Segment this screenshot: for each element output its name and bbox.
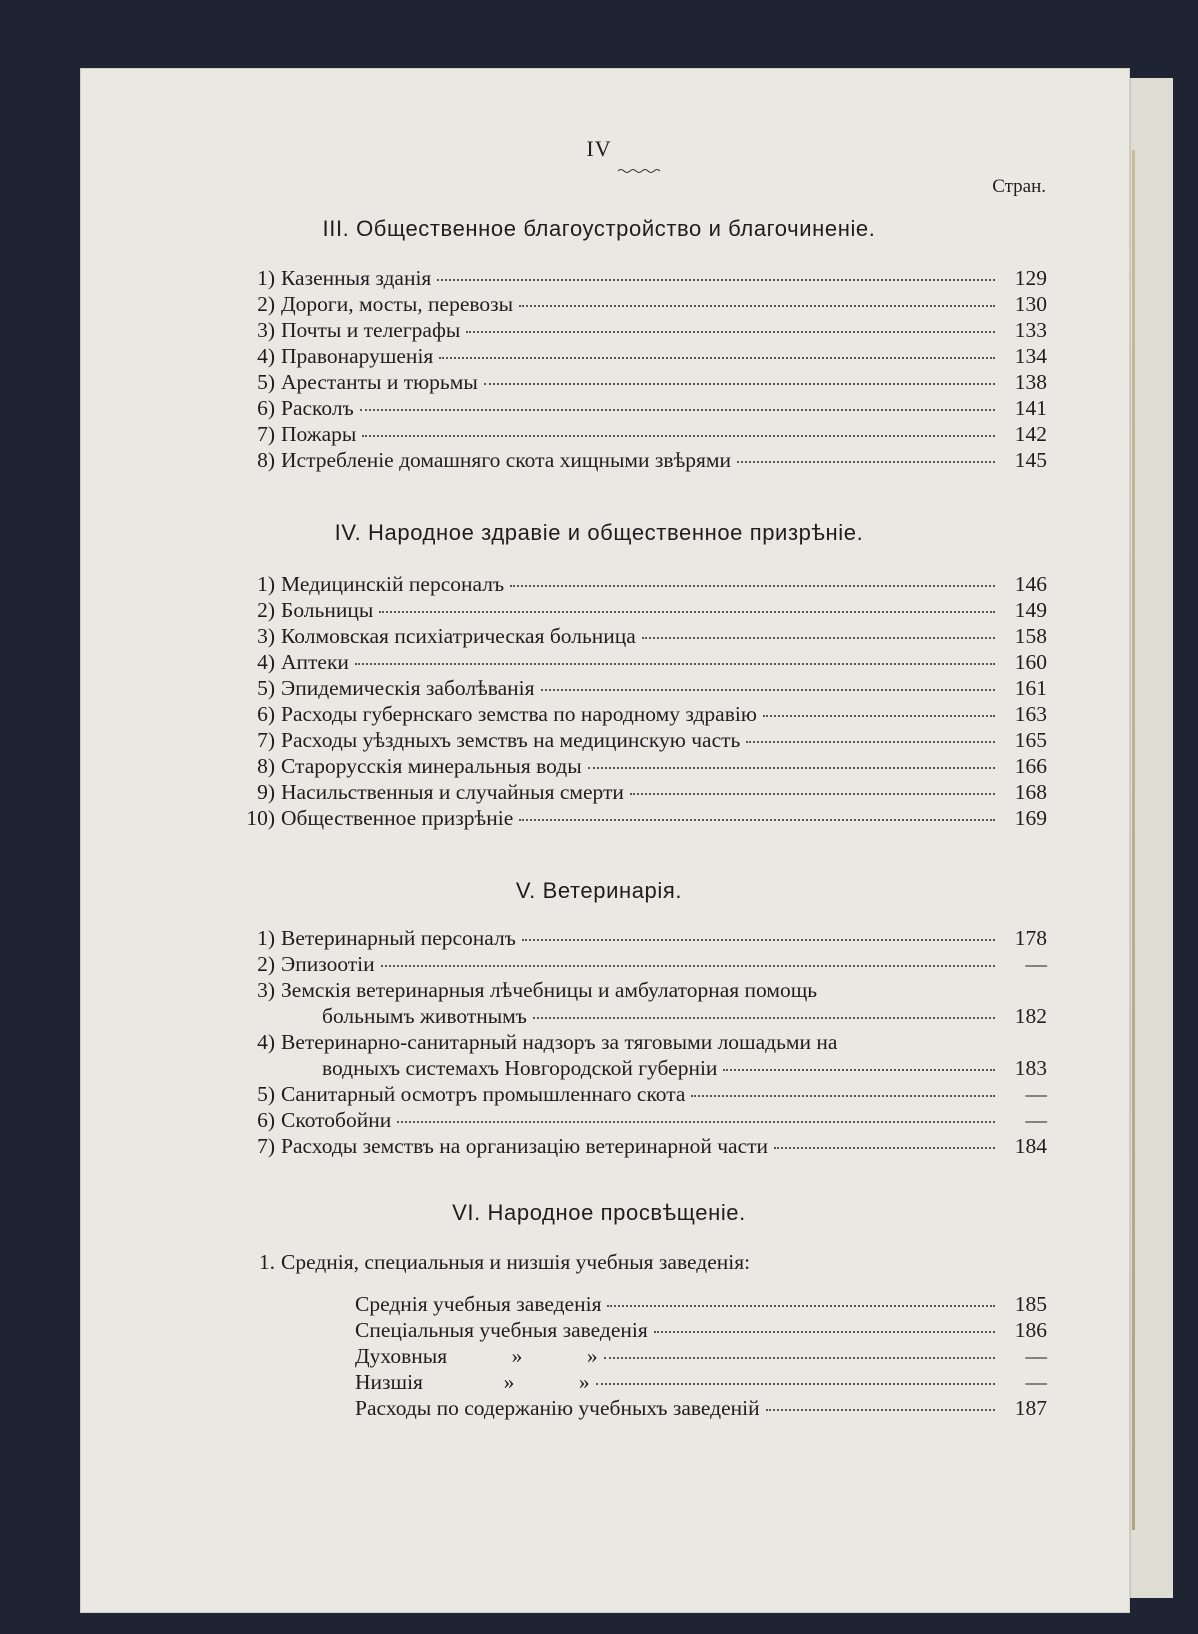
- toc-row[interactable]: [225, 448, 1047, 474]
- item-label: Расходы земствъ на организацію ветеринарной части: [281, 1134, 769, 1158]
- toc-row[interactable]: [225, 676, 1047, 702]
- item-page: —: [1025, 1344, 1047, 1368]
- leader-dots: [355, 663, 995, 665]
- item-number: 7): [257, 1134, 275, 1158]
- item-page: 186: [1014, 1318, 1047, 1342]
- toc-row[interactable]: [225, 1108, 1047, 1134]
- toc-row-continuation[interactable]: [322, 1004, 1047, 1030]
- item-label: Арестанты и тюрьмы: [281, 370, 478, 394]
- item-number: 3): [257, 318, 275, 342]
- item-page: 185: [1014, 1292, 1047, 1316]
- item-label: Почты и телеграфы: [281, 318, 461, 342]
- item-label: Среднія, специальныя и низшія учебныя заведенія:: [281, 1250, 751, 1274]
- item-number: 4): [257, 344, 275, 368]
- item-page: 184: [1014, 1134, 1047, 1158]
- section-title: VI. Народное просвѣщеніе.: [452, 1200, 746, 1225]
- leader-dots: [379, 611, 995, 613]
- item-label-continuation: водныхъ системахъ Новгородской губерніи: [322, 1056, 718, 1080]
- toc-row[interactable]: [355, 1292, 1047, 1318]
- section-title: V. Ветеринарія.: [515, 878, 683, 903]
- item-label: Эпизоотіи: [281, 952, 375, 976]
- toc-row[interactable]: [225, 598, 1047, 624]
- leader-dots: [691, 1095, 995, 1097]
- leader-dots: [604, 1357, 995, 1359]
- item-label: Казенныя зданія: [281, 266, 432, 290]
- toc-row[interactable]: [225, 754, 1047, 780]
- leader-dots: [541, 689, 995, 691]
- item-label: Среднія учебныя заведенія: [355, 1292, 602, 1316]
- leader-dots: [484, 383, 995, 385]
- item-number: 1): [257, 266, 275, 290]
- item-label-continuation: больнымъ животнымъ: [322, 1004, 527, 1028]
- leader-dots: [522, 939, 995, 941]
- item-number: 5): [257, 1082, 275, 1106]
- leader-dots: [766, 1409, 995, 1411]
- toc-row[interactable]: [355, 1370, 1047, 1396]
- toc-row[interactable]: [225, 624, 1047, 650]
- toc-row[interactable]: [225, 650, 1047, 676]
- leader-dots: [519, 305, 995, 307]
- toc-row[interactable]: [225, 702, 1047, 728]
- leader-dots: [397, 1121, 995, 1123]
- section-title: IV. Народное здравіе и общественное призрѣніе.: [334, 520, 864, 545]
- item-page: 182: [1014, 1004, 1047, 1028]
- item-number: 8): [257, 448, 275, 472]
- item-page: 166: [1014, 754, 1047, 778]
- leader-dots: [746, 741, 995, 743]
- item-number: 2): [257, 598, 275, 622]
- leader-dots: [510, 585, 995, 587]
- item-number: 4): [257, 1030, 275, 1054]
- item-number: 7): [257, 728, 275, 752]
- section-title: III. Общественное благоустройство и благочиненіе.: [322, 216, 876, 241]
- item-label: Правонарушенія: [281, 344, 434, 368]
- leader-dots: [588, 767, 995, 769]
- leader-dots: [774, 1147, 995, 1149]
- toc-row[interactable]: [225, 926, 1047, 952]
- page-number: IV: [586, 136, 612, 161]
- leader-dots: [533, 1017, 995, 1019]
- toc-row-continuation[interactable]: [322, 1056, 1047, 1082]
- leader-dots: [466, 331, 995, 333]
- item-page: 145: [1014, 448, 1047, 472]
- item-label: Земскія ветеринарныя лѣчебницы и амбулаторная помощь: [281, 978, 818, 1002]
- item-number: 4): [257, 650, 275, 674]
- item-page: —: [1025, 1082, 1047, 1106]
- toc-row[interactable]: [225, 1082, 1047, 1108]
- leader-dots: [737, 461, 995, 463]
- item-page: 129: [1014, 266, 1047, 290]
- leader-dots: [362, 435, 995, 437]
- header-ornament: [617, 168, 663, 174]
- item-label: Духовныя » »: [355, 1344, 598, 1368]
- toc-row[interactable]: [225, 266, 1047, 292]
- item-number: 5): [257, 676, 275, 700]
- item-label: Дороги, мосты, перевозы: [281, 292, 514, 316]
- item-label: Расходы губернскаго земства по народному здравію: [281, 702, 757, 726]
- binding-edge: [1132, 150, 1135, 1530]
- leader-dots: [519, 819, 995, 821]
- item-page: 160: [1014, 650, 1047, 674]
- leader-dots: [763, 715, 995, 717]
- item-label: Пожары: [281, 422, 357, 446]
- item-number: 1.: [258, 1250, 275, 1274]
- item-label: Истребленіе домашняго скота хищными звѣрями: [281, 448, 731, 472]
- item-number: 2): [257, 292, 275, 316]
- leader-dots: [723, 1069, 995, 1071]
- leader-dots: [381, 965, 995, 967]
- leader-dots: [437, 279, 995, 281]
- item-number: 6): [257, 1108, 275, 1132]
- item-label: Эпидемическія заболѣванія: [281, 676, 535, 700]
- item-number: 3): [257, 624, 275, 648]
- item-label: Спеціальныя учебныя заведенія: [355, 1318, 648, 1342]
- leader-dots: [439, 357, 995, 359]
- item-label: Скотобойни: [281, 1108, 392, 1132]
- toc-row[interactable]: [225, 1030, 1047, 1056]
- leader-dots: [360, 409, 995, 411]
- item-label: Общественное призрѣніе: [281, 806, 514, 830]
- item-label: Старорусскія минеральныя воды: [281, 754, 582, 778]
- item-number: 3): [257, 978, 275, 1002]
- item-page: 187: [1014, 1396, 1047, 1420]
- item-page: 163: [1014, 702, 1047, 726]
- item-page: 133: [1014, 318, 1047, 342]
- item-number: 9): [257, 780, 275, 804]
- item-label: Санитарный осмотръ промышленнаго скота: [281, 1082, 686, 1106]
- toc-row[interactable]: [225, 344, 1047, 370]
- item-number: 8): [257, 754, 275, 778]
- item-page: 149: [1014, 598, 1047, 622]
- item-page: 178: [1014, 926, 1047, 950]
- item-label: Расходы по содержанію учебныхъ заведеній: [355, 1396, 760, 1420]
- toc-row[interactable]: [225, 952, 1047, 978]
- item-page: 130: [1014, 292, 1047, 316]
- item-page: —: [1025, 1108, 1047, 1132]
- item-page: 158: [1014, 624, 1047, 648]
- item-page: 169: [1014, 806, 1047, 830]
- item-number: 2): [257, 952, 275, 976]
- item-page: 138: [1014, 370, 1047, 394]
- item-label: Ветеринарно-санитарный надзоръ за тяговыми лошадьми на: [281, 1030, 838, 1054]
- toc-row[interactable]: [355, 1318, 1047, 1344]
- leader-dots: [607, 1305, 995, 1307]
- toc-row[interactable]: [225, 978, 1047, 1004]
- toc-row[interactable]: [355, 1344, 1047, 1370]
- toc-row[interactable]: [225, 370, 1047, 396]
- item-label: Низшія » »: [355, 1370, 590, 1394]
- toc-row[interactable]: [355, 1396, 1047, 1422]
- item-label: Медицинскій персоналъ: [281, 572, 505, 596]
- item-number: 10): [246, 806, 275, 830]
- toc-row[interactable]: [225, 780, 1047, 806]
- item-label: Расколъ: [281, 396, 354, 420]
- toc-row[interactable]: [225, 318, 1047, 344]
- toc-row[interactable]: [225, 292, 1047, 318]
- page-column-label: Стран.: [992, 176, 1046, 197]
- item-number: 1): [257, 572, 275, 596]
- item-label: Больницы: [281, 598, 374, 622]
- item-page: 142: [1014, 422, 1047, 446]
- toc-subheading[interactable]: [225, 1250, 1047, 1276]
- toc-row[interactable]: [225, 396, 1047, 422]
- leader-dots: [596, 1383, 995, 1385]
- item-page: —: [1025, 952, 1047, 976]
- item-page: 134: [1014, 344, 1047, 368]
- toc-row[interactable]: [225, 422, 1047, 448]
- item-page: 141: [1014, 396, 1047, 420]
- item-label: Колмовская психіатрическая больница: [281, 624, 636, 648]
- item-number: 7): [257, 422, 275, 446]
- item-label: Расходы уѣздныхъ земствъ на медицинскую часть: [281, 728, 741, 752]
- item-number: 6): [257, 396, 275, 420]
- item-number: 1): [257, 926, 275, 950]
- leader-dots: [654, 1331, 995, 1333]
- item-page: 165: [1014, 728, 1047, 752]
- toc-row[interactable]: [225, 1134, 1047, 1160]
- item-label: Ветеринарный персоналъ: [281, 926, 516, 950]
- leader-dots: [630, 793, 995, 795]
- toc-row[interactable]: [225, 806, 1047, 832]
- item-page: 168: [1014, 780, 1047, 804]
- item-label: Аптеки: [281, 650, 349, 674]
- item-label: Насильственныя и случайныя смерти: [281, 780, 624, 804]
- facing-page-edge: [1130, 78, 1173, 1598]
- item-page: 146: [1014, 572, 1047, 596]
- item-page: 161: [1014, 676, 1047, 700]
- item-page: —: [1025, 1370, 1047, 1394]
- toc-row[interactable]: [225, 728, 1047, 754]
- item-number: 6): [257, 702, 275, 726]
- item-page: 183: [1014, 1056, 1047, 1080]
- item-number: 5): [257, 370, 275, 394]
- toc-row[interactable]: [225, 572, 1047, 598]
- leader-dots: [642, 637, 995, 639]
